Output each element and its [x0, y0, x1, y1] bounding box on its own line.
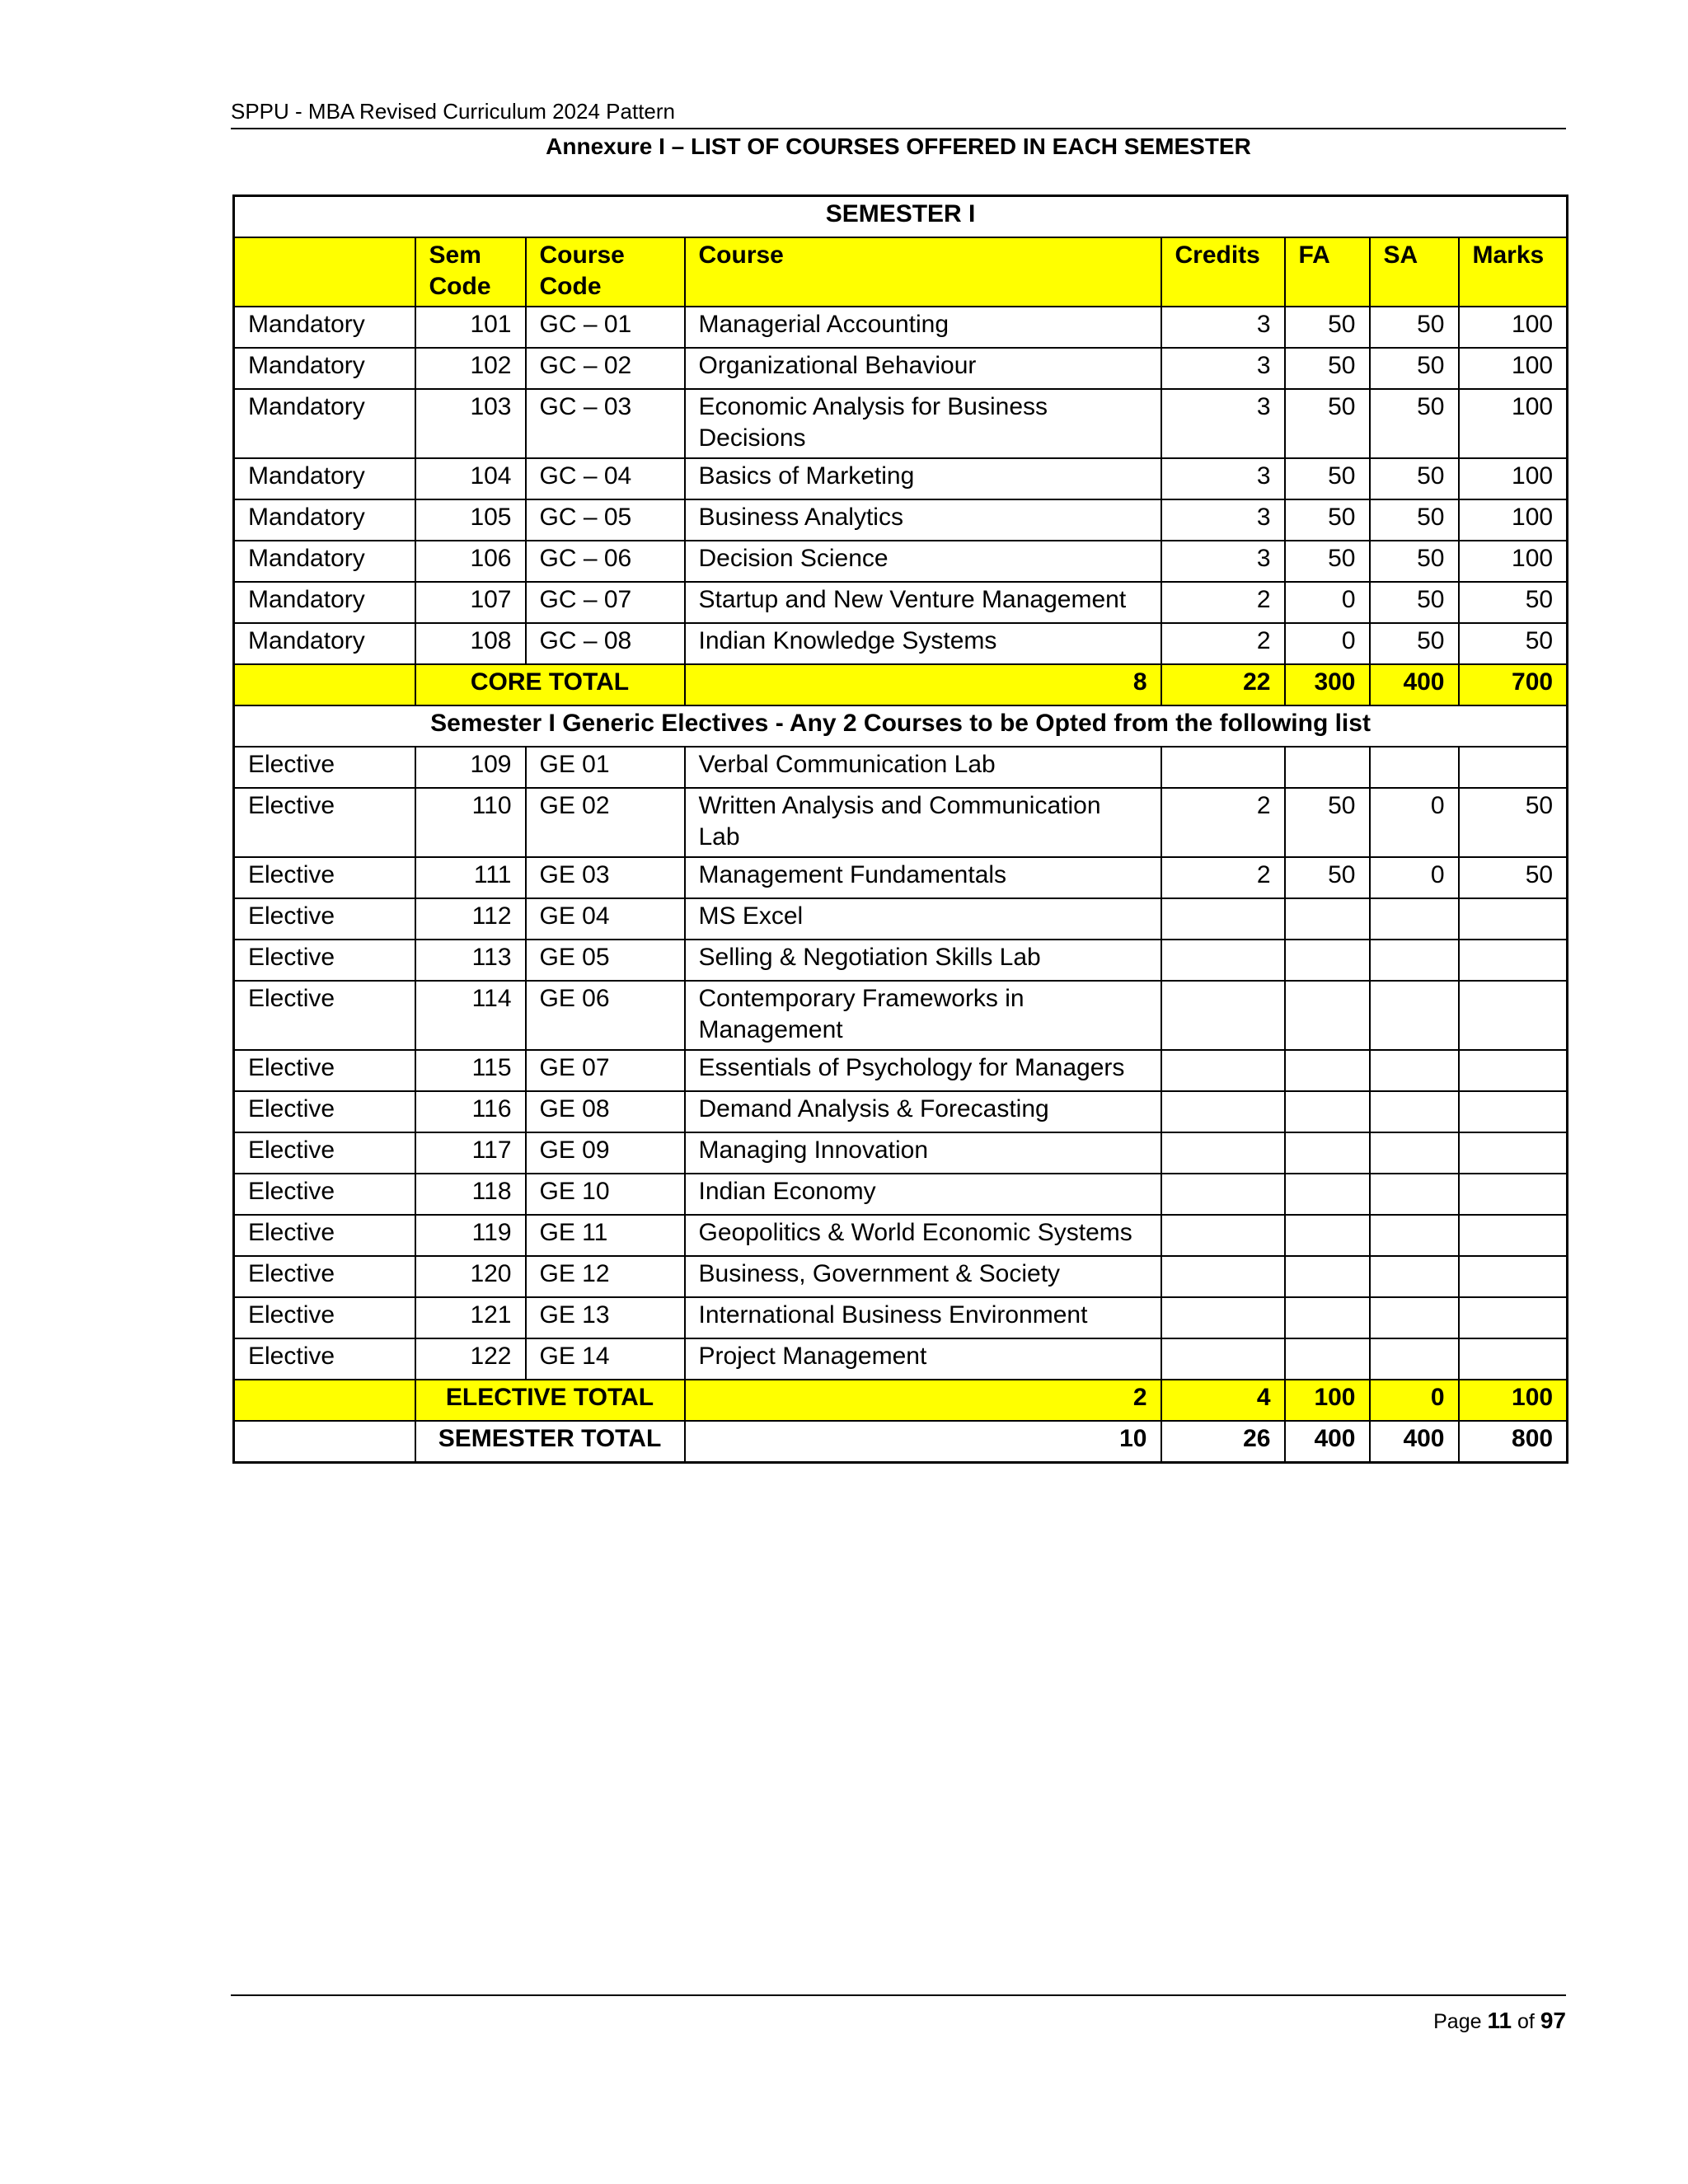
course-count: 8: [685, 664, 1161, 705]
table-row: [234, 981, 1568, 1050]
table-row: [234, 1215, 1568, 1256]
course-type: Mandatory: [234, 458, 415, 499]
total-marks: 700: [1459, 664, 1568, 705]
sem-code: 115: [415, 1050, 526, 1091]
blank-cell: [234, 1421, 415, 1463]
total-credits: 26: [1161, 1421, 1285, 1463]
sem-code: 119: [415, 1215, 526, 1256]
fa-marks: 50: [1285, 389, 1370, 458]
sa-marks: 0: [1370, 857, 1459, 898]
table-row: [234, 747, 1568, 788]
semester-title: SEMESTER I: [234, 196, 1568, 238]
credits: 2: [1161, 582, 1285, 623]
table-row: [234, 1132, 1568, 1174]
sem-code: 121: [415, 1297, 526, 1338]
sem-code: 109: [415, 747, 526, 788]
total-marks: 100: [1459, 458, 1568, 499]
course-name: Demand Analysis & Forecasting: [685, 1091, 1161, 1132]
sa-marks: 50: [1370, 499, 1459, 541]
table-row: [234, 1256, 1568, 1297]
column-header: Sem Code: [415, 237, 526, 307]
fa-marks: [1285, 1132, 1370, 1174]
total-marks: [1459, 1215, 1568, 1256]
table-row: [234, 623, 1568, 664]
course-code: GE 14: [526, 1338, 685, 1380]
total-sa: 0: [1370, 1380, 1459, 1421]
core-total-row: [234, 664, 1568, 705]
fa-marks: [1285, 1215, 1370, 1256]
sa-marks: [1370, 1174, 1459, 1215]
fa-marks: 0: [1285, 582, 1370, 623]
credits: [1161, 747, 1285, 788]
credits: 3: [1161, 541, 1285, 582]
sem-code: 117: [415, 1132, 526, 1174]
sa-marks: 50: [1370, 541, 1459, 582]
total-label: SEMESTER TOTAL: [415, 1421, 685, 1463]
total-fa: 100: [1285, 1380, 1370, 1421]
sem-code: 101: [415, 307, 526, 348]
total-marks: [1459, 747, 1568, 788]
page-header: [231, 99, 1566, 129]
electives-heading: Semester I Generic Electives - Any 2 Courses to be Opted from the following list: [234, 705, 1568, 747]
total-marks: 100: [1459, 1380, 1568, 1421]
credits: 3: [1161, 499, 1285, 541]
sa-marks: [1370, 1132, 1459, 1174]
course-type: Elective: [234, 940, 415, 981]
course-name: MS Excel: [685, 898, 1161, 940]
table-row: [234, 307, 1568, 348]
course-name: Indian Economy: [685, 1174, 1161, 1215]
course-name: Verbal Communication Lab: [685, 747, 1161, 788]
sa-marks: 50: [1370, 389, 1459, 458]
column-header: SA: [1370, 237, 1459, 307]
credits: [1161, 898, 1285, 940]
annexure-title: Annexure I – LIST OF COURSES OFFERED IN EACH SEMESTER: [546, 134, 1251, 159]
fa-marks: [1285, 940, 1370, 981]
table-row: [234, 458, 1568, 499]
table-row: [234, 857, 1568, 898]
credits: 2: [1161, 623, 1285, 664]
fa-marks: [1285, 1174, 1370, 1215]
course-type: Elective: [234, 747, 415, 788]
column-header: Course: [685, 237, 1161, 307]
course-code: GE 07: [526, 1050, 685, 1091]
page-footer: [231, 1994, 1566, 2033]
credits: [1161, 1091, 1285, 1132]
course-code: GE 06: [526, 981, 685, 1050]
fa-marks: [1285, 1297, 1370, 1338]
course-code: GE 12: [526, 1256, 685, 1297]
total-marks: 50: [1459, 857, 1568, 898]
fa-marks: [1285, 898, 1370, 940]
credits: [1161, 1256, 1285, 1297]
sem-code: 114: [415, 981, 526, 1050]
column-header-row: [234, 237, 1568, 307]
credits: [1161, 981, 1285, 1050]
total-fa: 300: [1285, 664, 1370, 705]
course-name: International Business Environment: [685, 1297, 1161, 1338]
course-code: GE 04: [526, 898, 685, 940]
sem-code: 120: [415, 1256, 526, 1297]
credits: 2: [1161, 788, 1285, 857]
course-type: Mandatory: [234, 499, 415, 541]
total-sa: 400: [1370, 664, 1459, 705]
course-type: Mandatory: [234, 623, 415, 664]
total-marks: 50: [1459, 788, 1568, 857]
course-code: GC – 06: [526, 541, 685, 582]
page-prefix: Page: [1433, 2010, 1482, 2033]
column-header: Credits: [1161, 237, 1285, 307]
total-marks: 100: [1459, 389, 1568, 458]
course-type: Elective: [234, 898, 415, 940]
fa-marks: 0: [1285, 623, 1370, 664]
course-code: GC – 02: [526, 348, 685, 389]
sem-code: 122: [415, 1338, 526, 1380]
total-marks: [1459, 1050, 1568, 1091]
course-type: Mandatory: [234, 348, 415, 389]
total-marks: 50: [1459, 623, 1568, 664]
sa-marks: [1370, 940, 1459, 981]
table-row: [234, 541, 1568, 582]
sem-code: 104: [415, 458, 526, 499]
table-row: [234, 348, 1568, 389]
sa-marks: 50: [1370, 458, 1459, 499]
fa-marks: 50: [1285, 458, 1370, 499]
sa-marks: [1370, 1338, 1459, 1380]
course-code: GC – 01: [526, 307, 685, 348]
course-name: Geopolitics & World Economic Systems: [685, 1215, 1161, 1256]
credits: 3: [1161, 348, 1285, 389]
credits: 3: [1161, 307, 1285, 348]
course-type: Elective: [234, 1091, 415, 1132]
total-label: CORE TOTAL: [415, 664, 685, 705]
course-code: GC – 03: [526, 389, 685, 458]
total-sa: 400: [1370, 1421, 1459, 1463]
table-row: [234, 1297, 1568, 1338]
sa-marks: 50: [1370, 307, 1459, 348]
course-name: Decision Science: [685, 541, 1161, 582]
sa-marks: [1370, 1091, 1459, 1132]
course-code: GE 10: [526, 1174, 685, 1215]
course-type: Elective: [234, 788, 415, 857]
table-row: [234, 1338, 1568, 1380]
table-row: [234, 788, 1568, 857]
fa-marks: [1285, 747, 1370, 788]
course-name: Managing Innovation: [685, 1132, 1161, 1174]
course-name: Contemporary Frameworks in Management: [685, 981, 1161, 1050]
elective-total-row: [234, 1380, 1568, 1421]
sa-marks: 50: [1370, 348, 1459, 389]
table-row: [234, 499, 1568, 541]
blank-cell: [234, 664, 415, 705]
fa-marks: 50: [1285, 307, 1370, 348]
course-code: GE 05: [526, 940, 685, 981]
credits: 3: [1161, 389, 1285, 458]
column-header: Marks: [1459, 237, 1568, 307]
total-marks: 50: [1459, 582, 1568, 623]
course-type: Elective: [234, 1297, 415, 1338]
page-number: [1433, 2008, 1566, 2034]
total-marks: [1459, 898, 1568, 940]
fa-marks: [1285, 1338, 1370, 1380]
semester-title-row: [234, 196, 1568, 238]
course-name: Organizational Behaviour: [685, 348, 1161, 389]
sem-code: 102: [415, 348, 526, 389]
course-type: Elective: [234, 1132, 415, 1174]
course-name: Business Analytics: [685, 499, 1161, 541]
total-marks: [1459, 1256, 1568, 1297]
fa-marks: [1285, 1256, 1370, 1297]
sa-marks: [1370, 747, 1459, 788]
column-header: [234, 237, 415, 307]
sa-marks: 0: [1370, 788, 1459, 857]
course-name: Startup and New Venture Management: [685, 582, 1161, 623]
sem-code: 107: [415, 582, 526, 623]
total-marks: 100: [1459, 348, 1568, 389]
sem-code: 113: [415, 940, 526, 981]
course-type: Elective: [234, 1256, 415, 1297]
table-row: [234, 582, 1568, 623]
fa-marks: [1285, 981, 1370, 1050]
credits: [1161, 940, 1285, 981]
total-fa: 400: [1285, 1421, 1370, 1463]
total-marks: [1459, 1132, 1568, 1174]
sem-code: 108: [415, 623, 526, 664]
course-name: Essentials of Psychology for Managers: [685, 1050, 1161, 1091]
column-header: Course Code: [526, 237, 685, 307]
course-type: Elective: [234, 857, 415, 898]
total-label: ELECTIVE TOTAL: [415, 1380, 685, 1421]
fa-marks: [1285, 1050, 1370, 1091]
credits: 3: [1161, 458, 1285, 499]
course-code: GE 13: [526, 1297, 685, 1338]
sa-marks: [1370, 1297, 1459, 1338]
sa-marks: [1370, 1256, 1459, 1297]
sa-marks: [1370, 898, 1459, 940]
course-name: Indian Knowledge Systems: [685, 623, 1161, 664]
total-marks: [1459, 1091, 1568, 1132]
fa-marks: 50: [1285, 348, 1370, 389]
course-name: Business, Government & Society: [685, 1256, 1161, 1297]
course-name: Written Analysis and Communication Lab: [685, 788, 1161, 857]
course-code: GC – 07: [526, 582, 685, 623]
credits: 2: [1161, 857, 1285, 898]
current-page: 11: [1487, 2008, 1512, 2033]
credits: [1161, 1174, 1285, 1215]
credits: [1161, 1297, 1285, 1338]
course-code: GE 02: [526, 788, 685, 857]
sa-marks: [1370, 981, 1459, 1050]
fa-marks: 50: [1285, 857, 1370, 898]
sem-code: 106: [415, 541, 526, 582]
total-marks: [1459, 1174, 1568, 1215]
total-credits: 22: [1161, 664, 1285, 705]
table-row: [234, 940, 1568, 981]
sem-code: 110: [415, 788, 526, 857]
course-type: Mandatory: [234, 541, 415, 582]
course-count: 10: [685, 1421, 1161, 1463]
sa-marks: [1370, 1050, 1459, 1091]
semester-total-row: [234, 1421, 1568, 1463]
course-name: Project Management: [685, 1338, 1161, 1380]
course-type: Mandatory: [234, 389, 415, 458]
course-code: GE 08: [526, 1091, 685, 1132]
fa-marks: 50: [1285, 499, 1370, 541]
total-credits: 4: [1161, 1380, 1285, 1421]
fa-marks: 50: [1285, 541, 1370, 582]
course-type: Elective: [234, 1174, 415, 1215]
sem-code: 105: [415, 499, 526, 541]
sa-marks: [1370, 1215, 1459, 1256]
credits: [1161, 1215, 1285, 1256]
fa-marks: [1285, 1091, 1370, 1132]
blank-cell: [234, 1380, 415, 1421]
course-name: Economic Analysis for Business Decisions: [685, 389, 1161, 458]
table-row: [234, 898, 1568, 940]
course-name: Selling & Negotiation Skills Lab: [685, 940, 1161, 981]
table-row: [234, 1174, 1568, 1215]
course-name: Managerial Accounting: [685, 307, 1161, 348]
course-table: [232, 194, 1568, 1464]
page-of: of: [1517, 2010, 1535, 2033]
total-marks: [1459, 1338, 1568, 1380]
course-code: GE 01: [526, 747, 685, 788]
course-type: Elective: [234, 1338, 415, 1380]
course-type: Elective: [234, 981, 415, 1050]
sem-code: 118: [415, 1174, 526, 1215]
sem-code: 112: [415, 898, 526, 940]
total-marks: 800: [1459, 1421, 1568, 1463]
total-marks: 100: [1459, 307, 1568, 348]
total-marks: 100: [1459, 541, 1568, 582]
doc-title: SPPU - MBA Revised Curriculum 2024 Pattern: [231, 99, 675, 124]
credits: [1161, 1132, 1285, 1174]
electives-heading-row: [234, 705, 1568, 747]
course-code: GE 03: [526, 857, 685, 898]
credits: [1161, 1338, 1285, 1380]
course-name: Basics of Marketing: [685, 458, 1161, 499]
total-marks: [1459, 1297, 1568, 1338]
course-type: Elective: [234, 1215, 415, 1256]
credits: [1161, 1050, 1285, 1091]
course-type: Mandatory: [234, 582, 415, 623]
course-count: 2: [685, 1380, 1161, 1421]
course-type: Elective: [234, 1050, 415, 1091]
table-row: [234, 1050, 1568, 1091]
course-code: GC – 08: [526, 623, 685, 664]
total-marks: 100: [1459, 499, 1568, 541]
sem-code: 103: [415, 389, 526, 458]
column-header: FA: [1285, 237, 1370, 307]
sa-marks: 50: [1370, 582, 1459, 623]
course-code: GE 09: [526, 1132, 685, 1174]
total-pages: 97: [1540, 2008, 1566, 2033]
sem-code: 111: [415, 857, 526, 898]
course-type: Mandatory: [234, 307, 415, 348]
total-marks: [1459, 940, 1568, 981]
sa-marks: 50: [1370, 623, 1459, 664]
total-marks: [1459, 981, 1568, 1050]
sem-code: 116: [415, 1091, 526, 1132]
course-name: Management Fundamentals: [685, 857, 1161, 898]
course-code: GC – 04: [526, 458, 685, 499]
course-code: GC – 05: [526, 499, 685, 541]
table-row: [234, 389, 1568, 458]
fa-marks: 50: [1285, 788, 1370, 857]
course-code: GE 11: [526, 1215, 685, 1256]
table-row: [234, 1091, 1568, 1132]
